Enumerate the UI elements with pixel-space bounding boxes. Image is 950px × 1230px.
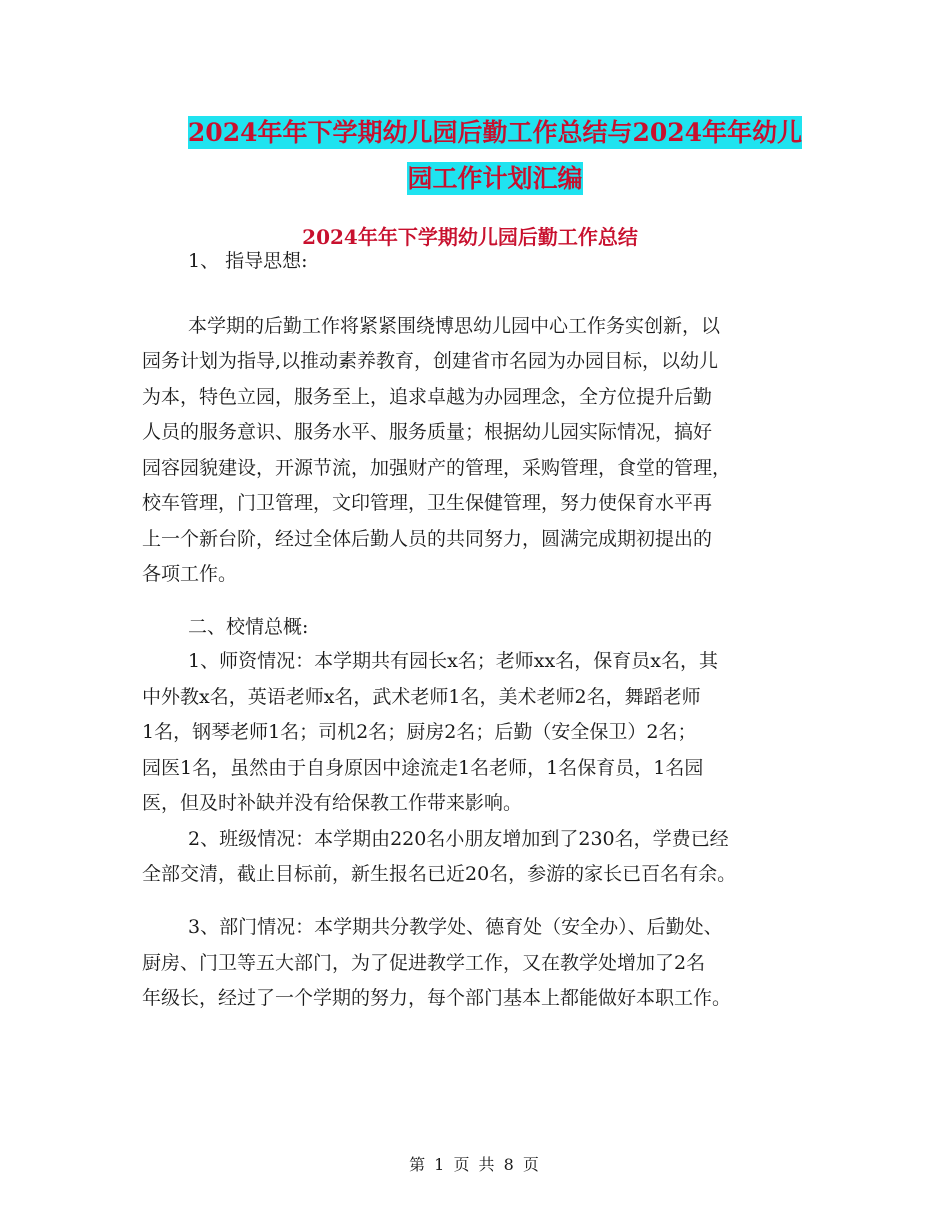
page-footer: 第 1 页 共 8 页 <box>409 1155 541 1174</box>
paragraph-line: 全部交清，截止目标前，新生报名已近20名，参游的家长已百名有余。 <box>142 863 737 885</box>
paragraph-line: 校车管理，门卫管理，文印管理，卫生保健管理，努力使保育水平再 <box>142 492 713 514</box>
paragraph-line: 年级长，经过了一个学期的努力，每个部门基本上都能做好本职工作。 <box>142 987 732 1009</box>
paragraph-line: 本学期的后勤工作将紧紧围绕博思幼儿园中心工作务实创新，以 <box>188 315 721 337</box>
paragraph-line: 园医1名，虽然由于自身原因中途流走1名老师，1名保育员，1名园 <box>142 757 704 779</box>
paragraph-line: 1名，钢琴老师1名；司机2名；厨房2名；后勤（安全保卫）2名； <box>142 721 697 743</box>
paragraph-line: 园容园貌建设，开源节流，加强财产的管理，采购管理，食堂的管理， <box>142 457 732 479</box>
document-title-line-1: 2024年年下学期幼儿园后勤工作总结与2024年年幼儿 <box>187 118 803 147</box>
paragraph-line: 医，但及时补缺并没有给保教工作带来影响。 <box>142 792 523 814</box>
heading-school-overview: 二、校情总概: <box>188 616 309 638</box>
document-title-line-2: 园工作计划汇编 <box>407 164 583 193</box>
paragraph-line: 人员的服务意识、服务水平、服务质量；根据幼儿园实际情况，搞好 <box>142 421 713 443</box>
section-title: 2024年年下学期幼儿园后勤工作总结 <box>302 225 638 249</box>
paragraph-line: 1、师资情况：本学期共有园长x名；老师xx名，保育员x名，其 <box>188 650 718 672</box>
paragraph-line: 2、班级情况：本学期由220名小朋友增加到了230名，学费已经 <box>188 828 729 850</box>
paragraph-line: 3、部门情况：本学期共分教学处、德育处（安全办）、后勤处、 <box>188 916 723 938</box>
heading-guiding-thought: 1、 指导思想: <box>188 250 308 272</box>
paragraph-line: 园务计划为指导,以推动素养教育，创建省市名园为办园目标，以幼儿 <box>142 350 719 372</box>
paragraph-line: 各项工作。 <box>142 563 238 585</box>
paragraph-line: 为本，特色立园，服务至上，追求卓越为办园理念，全方位提升后勤 <box>142 386 713 408</box>
paragraph-line: 中外教x名，英语老师x名，武术老师1名，美术老师2名，舞蹈老师 <box>142 686 701 708</box>
paragraph-line: 厨房、门卫等五大部门，为了促进教学工作，又在教学处增加了2名 <box>142 952 706 974</box>
paragraph-line: 上一个新台阶，经过全体后勤人员的共同努力，圆满完成期初提出的 <box>142 528 713 550</box>
document-title <box>140 110 850 202</box>
